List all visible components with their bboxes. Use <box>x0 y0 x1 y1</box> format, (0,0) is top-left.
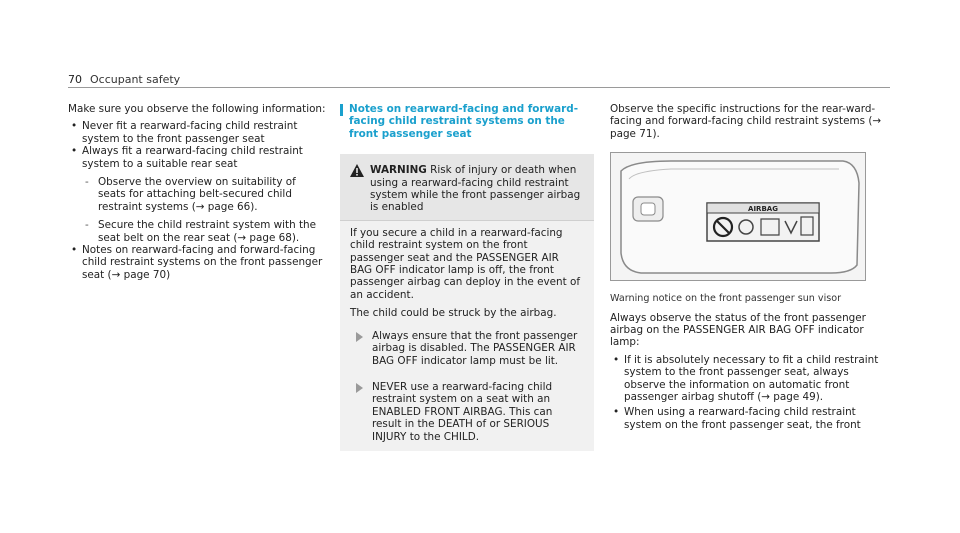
action-item <box>350 381 584 443</box>
warning-label: WARNING <box>370 164 427 177</box>
warning-text: The child could be struck by the airbag. <box>350 307 557 320</box>
list-item-text: Always fit a rearward-facing child restraint system to a suitable rear seat <box>82 145 303 170</box>
warning-body <box>340 221 594 451</box>
arrow-icon <box>356 383 363 393</box>
arrow-icon <box>356 332 363 342</box>
page-number: 70 <box>68 73 82 86</box>
body-text: Always observe the status of the front passenger airbag on the PASSENGER AIR BAG OFF indicator lamp: <box>610 311 866 349</box>
warning-head <box>350 164 584 214</box>
page-header <box>68 74 180 86</box>
column-left <box>68 103 326 281</box>
column-right <box>610 103 890 431</box>
warning-heading-text: Risk of injury or death when using a rearward-facing child restraint system while the front passenger airbag is enabled <box>370 164 581 214</box>
airbag-label-text: AIRBAG <box>748 205 778 214</box>
intro-text: Observe the specific instructions for the rear-ward-facing and forward-facing child restraint systems (→ page 71). <box>610 103 882 140</box>
section-header: Occupant safety <box>90 73 181 86</box>
sub-list-item: - Observe the overview on suitability of seats for attaching belt-secured child restraint systems (→ page 66). <box>82 176 326 213</box>
image-caption: Warning notice on the front passenger sun visor <box>610 293 842 305</box>
list-item: • Never fit a rearward-facing child restraint system to the front passenger seat <box>68 120 326 145</box>
info-list <box>68 120 326 281</box>
list-item: • When using a rearward-facing child restraint system on the front passenger seat, the front <box>610 406 890 431</box>
warning-text: If you secure a child in a rearward-facing child restraint system on the front passenger seat and the PASSENGER AIR BAG OFF indicator lamp is off, the front passenger airbag can deploy in the event of an accident. <box>350 226 581 301</box>
header-divider <box>68 87 890 88</box>
action-text: Always ensure that the front passenger airbag is disabled. The PASSENGER AIR BAG OFF indicator lamp must be lit. <box>372 329 578 367</box>
sun-visor-image <box>610 152 866 281</box>
list-item: • Notes on rearward-facing and forward-facing child restraint systems on the front passenger seat (→ page 70) <box>68 244 326 281</box>
warning-triangle-icon <box>350 164 364 180</box>
action-text: NEVER use a rearward-facing child restraint system on a seat with an ENABLED FRONT AIRBAG. This can result in the DEATH of or SERIOUS INJURY to the CHILD. <box>372 380 553 443</box>
title-accent-bar <box>340 104 343 116</box>
column-middle <box>340 103 594 451</box>
intro-text: Make sure you observe the following information: <box>68 103 326 115</box>
info-list <box>610 354 890 431</box>
section-title <box>340 103 594 140</box>
warning-header <box>340 154 594 221</box>
sub-list <box>82 176 326 244</box>
action-item <box>350 330 584 367</box>
section-title-text: Notes on rearward-facing and forward-facing child restraint systems on the front passenger seat <box>349 103 579 140</box>
sub-list-item: - Secure the child restraint system with the seat belt on the rear seat (→ page 68). <box>82 219 326 244</box>
list-item <box>68 145 326 244</box>
list-item: • If it is absolutely necessary to fit a child restraint system to the front passenger seat, always observe the information on automatic front passenger airbag shutoff (→ page 49). <box>610 354 890 404</box>
